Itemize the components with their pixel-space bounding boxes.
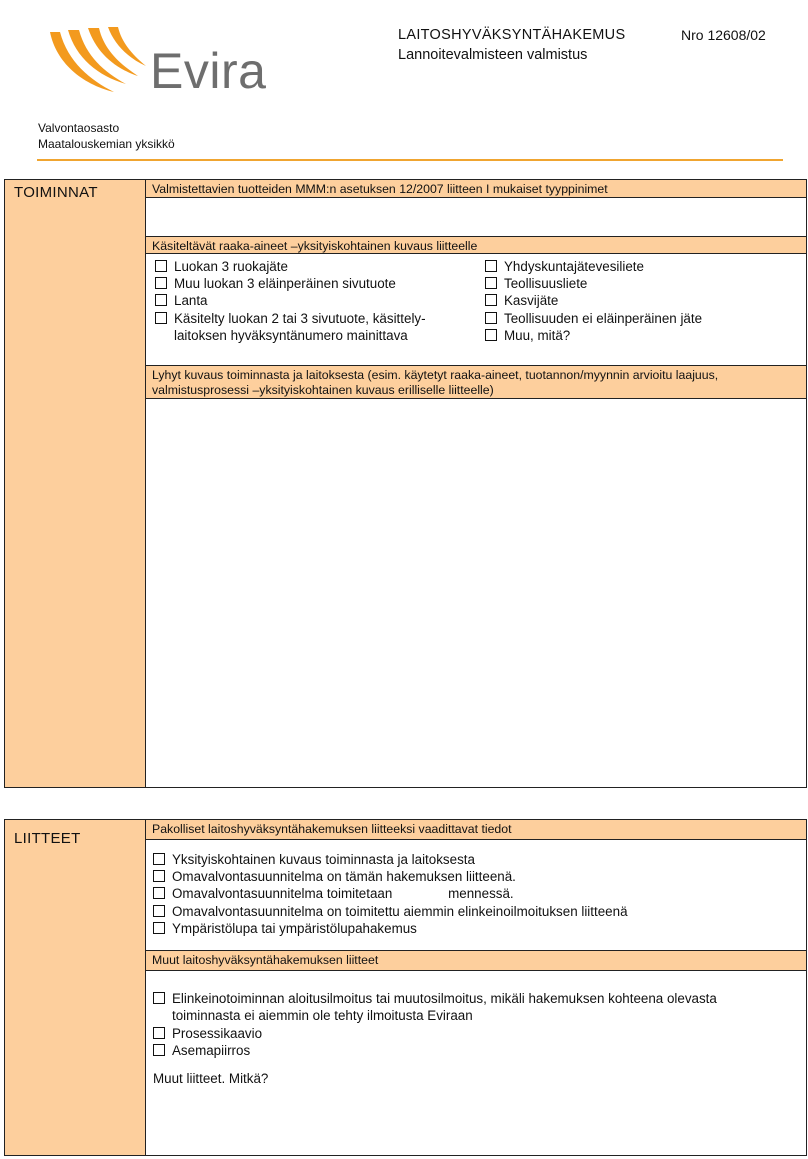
logo-wordmark: Evira [150,43,267,99]
checkbox[interactable] [485,260,497,272]
document-number: Nro 12608/02 [681,27,766,43]
product-names-header: Valmistettavien tuotteiden MMM:n asetuksen 12/2007 liitteen I mukaiset tyyppinimet [146,180,806,198]
toiminnat-label-column [5,180,146,787]
checkbox-label: Kasvijäte [504,293,559,308]
checkbox-row-elinkeinotoiminnan-ilmoitus[interactable] [153,990,717,1024]
liitteet-label: LIITTEET [14,830,81,847]
checkbox-label: Muu luokan 3 eläinperäinen sivutuote [174,276,396,291]
checkbox[interactable] [153,992,165,1004]
liitteet-section [4,819,807,1156]
checkbox-label: Elinkeinotoiminnan aloitusilmoitus tai muutosilmoitus, mikäli hakemuksen kohteena olevasta toiminnasta ei aiemmin ole tehty ilmoitusta Eviraan [172,991,717,1023]
checkbox-label: Prosessikaavio [172,1026,263,1041]
department [38,120,175,152]
description-header-line: Lyhyt kuvaus toiminnasta ja laitoksesta (esim. käytetyt raaka-aineet, tuotannon/myynnin arvioitu laajuus, [152,368,719,382]
checkbox-row-kasitelty-sivutuote[interactable] [155,310,426,344]
checkbox-label: Omavalvontasuunnitelma on tämän hakemuksen liitteenä. [172,869,516,884]
other-attachments-question: Muut liitteet. Mitkä? [153,1071,269,1086]
checkbox-row-teollisuusliete[interactable] [485,275,587,292]
checkbox[interactable] [153,853,165,865]
checkbox-row-lanta[interactable] [155,292,208,309]
checkbox-label: Käsitelty luokan 2 tai 3 sivutuote, käsittely- laitoksen hyväksyntänumero mainittava [174,311,426,343]
checkbox-label: Asemapiirros [172,1043,251,1058]
checkbox-row-teollisuuden-jate[interactable] [485,310,702,327]
header-divider [37,159,783,161]
other-attachments-field[interactable] [146,1090,806,1155]
toiminnat-label: TOIMINNAT [14,184,98,201]
checkbox-label: Ympäristölupa tai ympäristölupahakemus [172,921,417,936]
checkbox[interactable] [153,887,165,899]
description-field[interactable] [146,399,806,787]
description-header [146,365,806,399]
checkbox-label: Luokan 3 ruokajäte [174,259,288,274]
checkbox[interactable] [155,277,167,289]
checkbox-label: Muu, mitä? [504,328,571,343]
checkbox[interactable] [485,277,497,289]
checkbox-label: Yksityiskohtainen kuvaus toiminnasta ja laitoksesta [172,852,475,867]
checkbox-label: Yhdyskuntajätevesiliete [504,259,644,274]
checkbox[interactable] [485,294,497,306]
evira-logo-swoosh-icon [50,27,146,92]
checkbox-row-kasvijate[interactable] [485,292,558,309]
description-header-line: valmistusprosessi –yksityiskohtainen kuvaus erilliselle liitteelle) [152,383,494,397]
checkbox-row-omavalvonta-toimitetaan[interactable] [153,885,514,902]
checkbox-row-ymparistolupa[interactable] [153,920,417,937]
checkbox[interactable] [155,294,167,306]
checkbox[interactable] [153,905,165,917]
checkbox[interactable] [155,312,167,324]
checkbox-row-omavalvonta-liitteena[interactable] [153,868,516,885]
checkbox[interactable] [153,1027,165,1039]
checkbox-row-ruokajate[interactable] [155,258,288,275]
checkbox-label: Teollisuuden ei eläinperäinen jäte [504,311,703,326]
checkbox-row-asemapiirros[interactable] [153,1042,250,1059]
checkbox-label: Teollisuusliete [504,276,588,291]
checkbox-row-yksityiskohtainen-kuvaus[interactable] [153,851,475,868]
toiminnat-section [4,179,807,788]
checkbox-row-omavalvonta-toimitettu[interactable] [153,903,628,920]
checkbox[interactable] [153,1044,165,1056]
product-names-field[interactable] [146,198,806,236]
checkbox-row-prosessikaavio[interactable] [153,1025,262,1042]
checkbox[interactable] [155,260,167,272]
mandatory-attachments-header: Pakolliset laitoshyväksyntähakemuksen liitteeksi vaadittavat tiedot [146,820,806,840]
checkbox[interactable] [153,870,165,882]
document-subtitle: Lannoitevalmisteen valmistus [398,47,588,63]
raw-materials-header: Käsiteltävät raaka-aineet –yksityiskohtainen kuvaus liitteelle [146,236,806,254]
checkbox[interactable] [485,312,497,324]
department-line: Valvontaosasto [38,121,120,135]
checkbox-row-elainperainen-sivutuote[interactable] [155,275,396,292]
checkbox[interactable] [485,329,497,341]
checkbox-row-muu-mita[interactable] [485,327,570,344]
checkbox[interactable] [153,922,165,934]
document-title: LAITOSHYVÄKSYNTÄHAKEMUS [398,27,626,43]
liitteet-label-column [5,820,146,1155]
unit-line: Maatalouskemian yksikkö [38,137,175,151]
other-attachments-header: Muut laitoshyväksyntähakemuksen liitteet [146,950,806,971]
checkbox-row-yhdyskuntajatevesiliete[interactable] [485,258,644,275]
checkbox-label: Lanta [174,293,208,308]
checkbox-label: Omavalvontasuunnitelma on toimitettu aiemmin elinkeinoilmoituksen liitteenä [172,904,628,919]
checkbox-label: Omavalvontasuunnitelma toimitetaan mennessä. [172,886,514,901]
